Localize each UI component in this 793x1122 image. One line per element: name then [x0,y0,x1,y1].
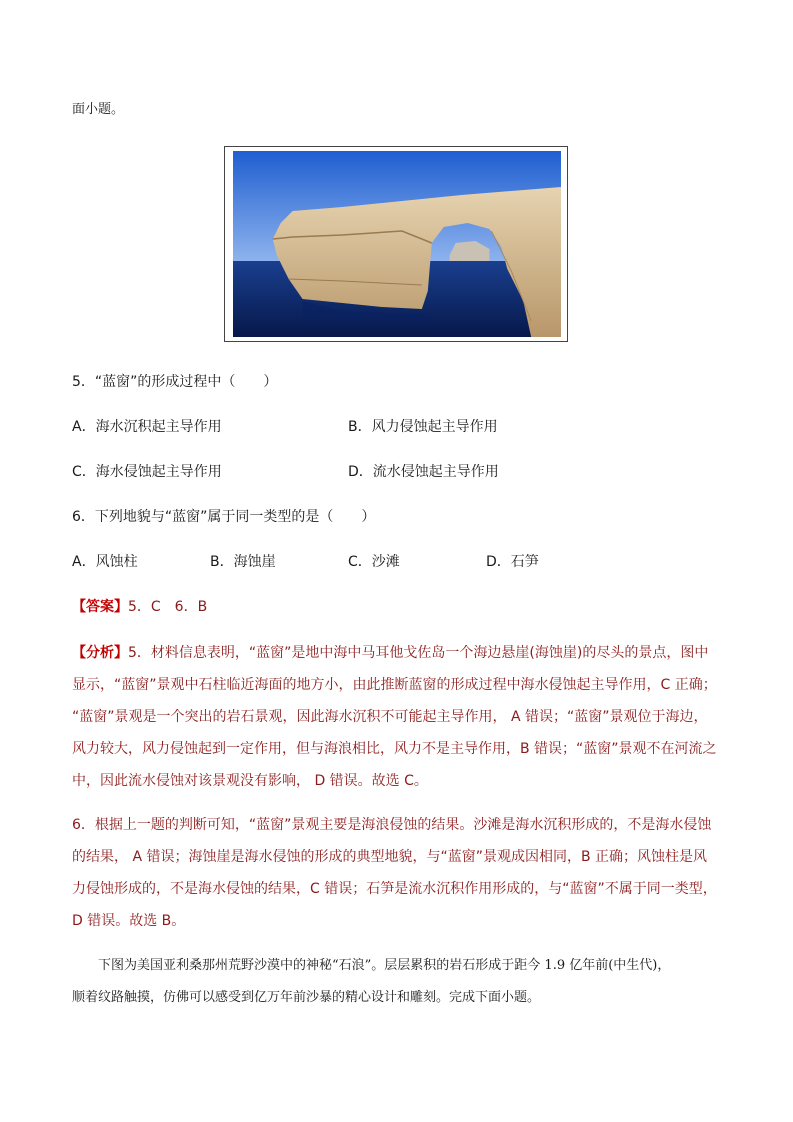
answer-text: 5．C 6．B [128,599,208,615]
analysis-p2-line-1: 6．根据上一题的判断可知，“蓝窗”景观主要是海浪侵蚀的结果。沙滩是海水沉积形成的，不是海水侵蚀 [72,817,712,833]
q5-option-a: A．海水沉积起主导作用 [72,419,222,435]
analysis-p1-line-1: 5．材料信息表明，“蓝窗”是地中海中马耳他戈佐岛一个海边悬崖(海蚀崖)的尽头的景点，图中 [128,645,709,661]
q6-option-d: D．石笋 [486,554,539,570]
answer-label: 【答案】 [72,599,128,615]
rock-arch-image [233,151,561,337]
analysis-p1-line-3: “蓝窗”景观是一个突出的岩石景观，因此海水沉积不可能起主导作用， A 错误；“蓝窗”景观位于海边， [72,709,708,725]
q6-stem: 6．下列地貌与“蓝窗”属于同一类型的是（ ） [72,509,376,525]
q6-option-c: C．沙滩 [348,554,400,570]
next-intro-line-2: 顺着纹路触摸，仿佛可以感受到亿万年前沙暴的精心设计和雕刻。完成下面小题。 [72,990,541,1005]
analysis-line-1 [72,643,708,663]
analysis-p2-line-3: 力侵蚀形成的，不是海水侵蚀的结果，C 错误；石笋是流水沉积作用形成的，与“蓝窗”不属于同一类型， [72,881,717,897]
analysis-p1-line-2: 显示，“蓝窗”景观中石柱临近海面的地方小，由此推断蓝窗的形成过程中海水侵蚀起主导作用，C 正确； [72,677,717,693]
q5-option-d: D．流水侵蚀起主导作用 [348,464,499,480]
q6-option-b: B．海蚀崖 [210,554,276,570]
analysis-label: 【分析】 [72,645,128,661]
analysis-p2-line-4: D 错误。故选 B。 [72,913,186,929]
q5-option-b: B．风力侵蚀起主导作用 [348,419,498,435]
q5-stem: 5．“蓝窗”的形成过程中（ ） [72,374,278,390]
next-intro-line-1: 下图为美国亚利桑那州荒野沙漠中的神秘“石浪”。层层累积的岩石形成于距今 1.9 亿年前(中生代)， [72,958,671,973]
answer-line [72,597,207,617]
analysis-p1-line-4: 风力较大，风力侵蚀起到一定作用，但与海浪相比，风力不是主导作用，B 错误；“蓝窗”景观不在河流之 [72,741,717,757]
analysis-p2-line-2: 的结果， A 错误；海蚀崖是海水侵蚀的形成的典型地貌，与“蓝窗”景观成因相同，B 正确；风蚀柱是风 [72,849,708,865]
azure-window-photo [224,146,568,342]
q5-option-c: C．海水侵蚀起主导作用 [72,464,222,480]
q6-option-a: A．风蚀柱 [72,554,138,570]
intro-tail: 面小题。 [72,102,125,117]
analysis-p1-line-5: 中，因此流水侵蚀对该景观没有影响， D 错误。故选 C。 [72,773,428,789]
